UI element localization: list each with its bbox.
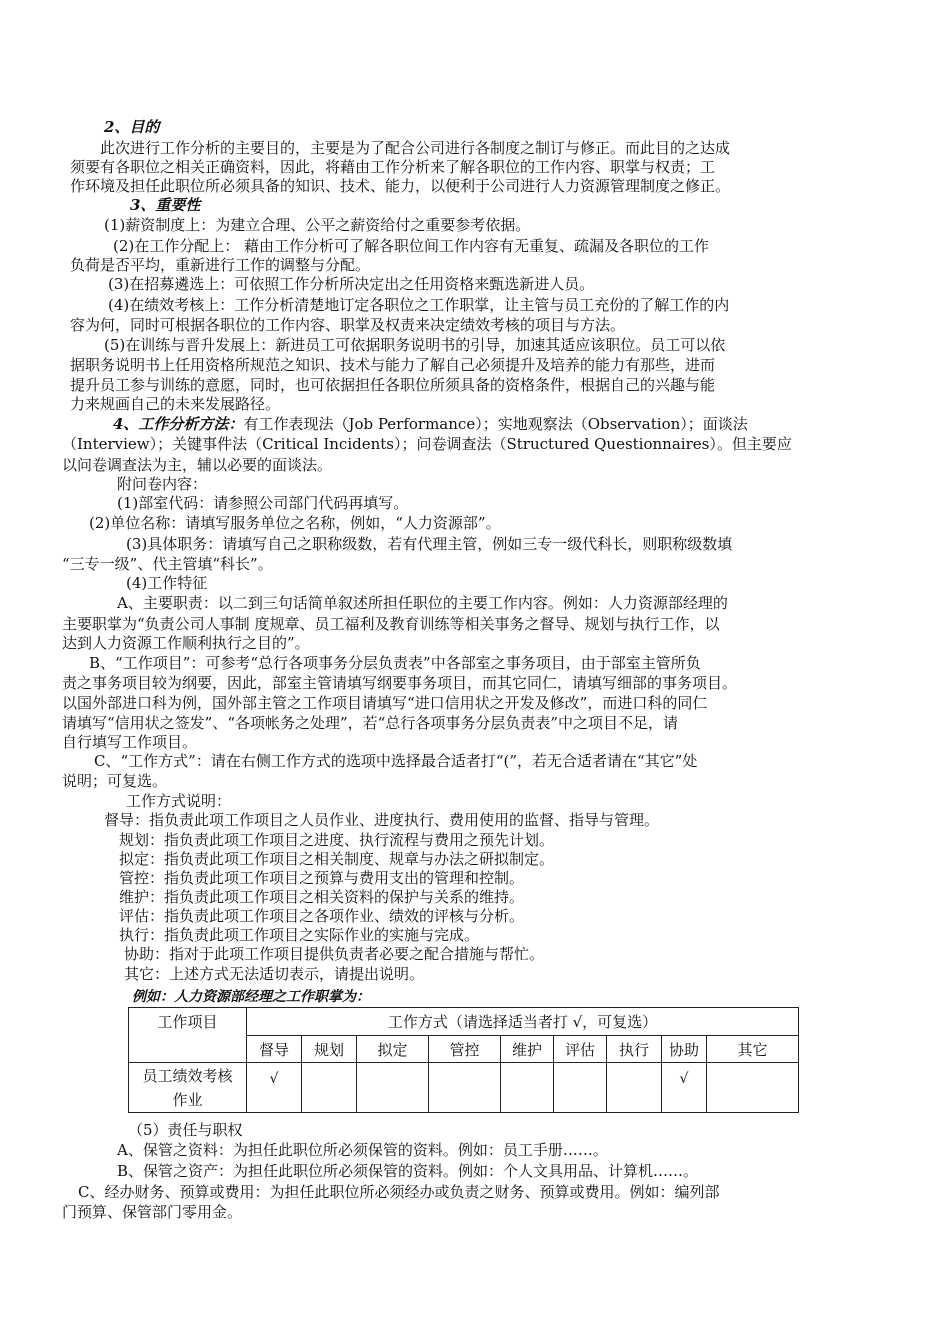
paragraph-line: 有工作表现法（Job Performance）；实地观察法（Observation）；面谈法 bbox=[243, 415, 748, 433]
paragraph-line: (4)工作特征 bbox=[126, 574, 208, 592]
mark-cell: √ bbox=[662, 1063, 707, 1113]
paragraph-line: 督导：指负责此项工作项目之人员作业、进度执行、费用使用的监督、指导与管理。 bbox=[104, 811, 660, 829]
paragraph-line: (2)单位名称：请填写服务单位之名称，例如，“人力资源部”。 bbox=[89, 514, 501, 532]
paragraph-line: 负荷是否平均，重新进行工作的调整与分配。 bbox=[70, 256, 371, 274]
paragraph-line: B、保管之资产：为担任此职位所必须保管的资料。例如：个人文具用品、计算机……。 bbox=[117, 1162, 699, 1180]
method-supervise: 督导 bbox=[247, 1036, 302, 1063]
paragraph-line: 自行填写工作项目。 bbox=[62, 733, 198, 751]
paragraph-line: (1)薪资制度上：为建立合理、公平之薪资给付之重要参考依据。 bbox=[104, 216, 531, 234]
paragraph-line: （Interview）；关键事件法（Critical Incidents）；问卷调查法（Structured Questionnaires）。但主要应 bbox=[62, 435, 792, 453]
method-control: 管控 bbox=[429, 1036, 501, 1063]
example-caption: 例如：人力资源部经理之工作职掌为： bbox=[132, 989, 370, 1005]
mark-cell bbox=[357, 1063, 429, 1113]
method-evaluate: 评估 bbox=[554, 1036, 607, 1063]
header-work-method: 工作方式（请选择适当者打 √，可复选） bbox=[247, 1008, 799, 1036]
paragraph-line: 协助：指对于此项工作项目提供负责者必要之配合措施与帮忙。 bbox=[124, 945, 545, 963]
section-heading-purpose: 2、目的 bbox=[104, 118, 160, 136]
paragraph-line: 附问卷内容： bbox=[117, 475, 208, 493]
methods-first-line bbox=[113, 415, 748, 433]
paragraph-line: C、经办财务、预算或费用：为担任此职位所必须经办或负责之财务、预算或费用。例如：编列部 bbox=[78, 1183, 720, 1201]
paragraph-line: (1)部室代码：请参照公司部门代码再填写。 bbox=[117, 494, 409, 512]
paragraph-line: 管控：指负责此项工作项目之预算与费用支出的管理和控制。 bbox=[119, 869, 525, 887]
paragraph-line: 此次进行工作分析的主要目的，主要是为了配合公司进行各制度之制订与修正。而此目的之达成 bbox=[100, 139, 731, 157]
method-draft: 拟定 bbox=[357, 1036, 429, 1063]
mark-cell bbox=[501, 1063, 554, 1113]
row-work-item-line: 作业 bbox=[172, 1090, 203, 1109]
paragraph-line: 以国外部进口科为例，国外部主管之工作项目请填写“进口信用状之开发及修改”，而进口科的同仁 bbox=[62, 694, 708, 712]
paragraph-line: 以问卷调查法为主，辅以必要的面谈法。 bbox=[62, 456, 333, 474]
paragraph-line: (2)在工作分配上： 藉由工作分析可了解各职位间工作内容有无重复、疏漏及各职位的工作 bbox=[113, 237, 710, 255]
paragraph-line: 规划：指负责此项工作项目之进度、执行流程与费用之预先计划。 bbox=[119, 831, 555, 849]
paragraph-line: 说明；可复选。 bbox=[62, 772, 168, 790]
row-work-item-line: 员工绩效考核 bbox=[142, 1066, 233, 1085]
paragraph-line: 达到人力资源工作顺利执行之目的”。 bbox=[62, 634, 310, 652]
mark-cell bbox=[554, 1063, 607, 1113]
paragraph-line: C、“工作方式”：请在右侧工作方式的选项中选择最合适者打“(”，若无合适者请在“其它”处 bbox=[94, 752, 698, 770]
header-work-item: 工作项目 bbox=[129, 1008, 247, 1063]
mark-cell bbox=[429, 1063, 501, 1113]
section-heading-methods: 4、工作分析方法： bbox=[113, 415, 244, 433]
paragraph-line: 容为何，同时可根据各职位的工作内容、职掌及权责来决定绩效考核的项目与方法。 bbox=[70, 316, 626, 334]
method-assist: 协助 bbox=[662, 1036, 707, 1063]
paragraph-line: 提升员工参与训练的意愿，同时，也可依据担任各职位所须具备的资格条件，根据自己的兴趣与能 bbox=[70, 376, 716, 394]
paragraph-line: 据职务说明书上任用资格所规范之知识、技术与能力了解自己必须提升及培养的能力有那些，进而 bbox=[70, 356, 716, 374]
paragraph-line: (4)在绩效考核上：工作分析清楚地订定各职位之工作职掌，让主管与员工充份的了解工作的内 bbox=[108, 296, 730, 314]
paragraph-line: 力来规画自己的未来发展路径。 bbox=[70, 395, 281, 413]
paragraph-line: 主要职掌为“负责公司人事制 度规章、员工福利及教育训练等相关事务之督导、规划与执行工作，以 bbox=[62, 615, 720, 633]
mark-cell: √ bbox=[247, 1063, 302, 1113]
paragraph-line: （5）责任与职权 bbox=[128, 1121, 243, 1139]
mark-cell bbox=[302, 1063, 357, 1113]
paragraph-line: 门预算、保管部门零用金。 bbox=[62, 1203, 243, 1221]
paragraph-line: A、保管之资料：为担任此职位所必须保管的资料。例如：员工手册……。 bbox=[117, 1141, 608, 1159]
paragraph-line: 拟定：指负责此项工作项目之相关制度、规章与办法之研拟制定。 bbox=[119, 850, 555, 868]
paragraph-line: 评估：指负责此项工作项目之各项作业、绩效的评核与分析。 bbox=[119, 907, 525, 925]
paragraph-line: 请填写“信用状之签发”、“各项帐务之处理”，若“总行各项事务分层负责表”中之项目不足，请 bbox=[62, 714, 679, 732]
paragraph-line: (3)具体职务：请填写自己之职称级数，若有代理主管，例如三专一级代科长，则职称级数填 bbox=[126, 535, 733, 553]
paragraph-line: (3)在招募遴选上：可依照工作分析所决定出之任用资格来甄选新进人员。 bbox=[108, 275, 595, 293]
paragraph-line: B、“工作项目”：可参考“总行各项事务分层负责表”中各部室之事务项目，由于部室主管所负 bbox=[89, 654, 701, 672]
row-work-item bbox=[129, 1063, 247, 1113]
paragraph-line: 其它：上述方式无法适切表示，请提出说明。 bbox=[124, 965, 425, 983]
mark-cell bbox=[607, 1063, 662, 1113]
section-heading-importance: 3、重要性 bbox=[130, 196, 201, 214]
paragraph-line: 工作方式说明： bbox=[126, 792, 232, 810]
paragraph-line: A、主要职责：以二到三句话简单叙述所担任职位的主要工作内容。例如：人力资源部经理的 bbox=[117, 594, 728, 612]
example-table bbox=[128, 1007, 799, 1113]
paragraph-line: 作环境及担任此职位所必须具备的知识、技术、能力，以便利于公司进行人力资源管理制度之修正。 bbox=[70, 177, 731, 195]
paragraph-line: (5)在训练与晋升发展上：新进员工可依据职务说明书的引导，加速其适应该职位。员工可以依 bbox=[104, 336, 726, 354]
paragraph-line: “三专一级”、代主管填“科长”。 bbox=[62, 555, 273, 573]
paragraph-line: 须要有各职位之相关正确资料，因此，将藉由工作分析来了解各职位的工作内容、职掌与权责；工 bbox=[70, 158, 716, 176]
paragraph-line: 责之事务项目较为纲要，因此，部室主管请填写纲要事务项目，而其它同仁，请填写细部的事务项目。 bbox=[62, 674, 738, 692]
method-other: 其它 bbox=[707, 1036, 799, 1063]
paragraph-line: 执行：指负责此项工作项目之实际作业的实施与完成。 bbox=[119, 926, 480, 944]
method-maintain: 维护 bbox=[501, 1036, 554, 1063]
paragraph-line: 维护：指负责此项工作项目之相关资料的保护与关系的维持。 bbox=[119, 888, 525, 906]
method-execute: 执行 bbox=[607, 1036, 662, 1063]
method-plan: 规划 bbox=[302, 1036, 357, 1063]
mark-cell bbox=[707, 1063, 799, 1113]
